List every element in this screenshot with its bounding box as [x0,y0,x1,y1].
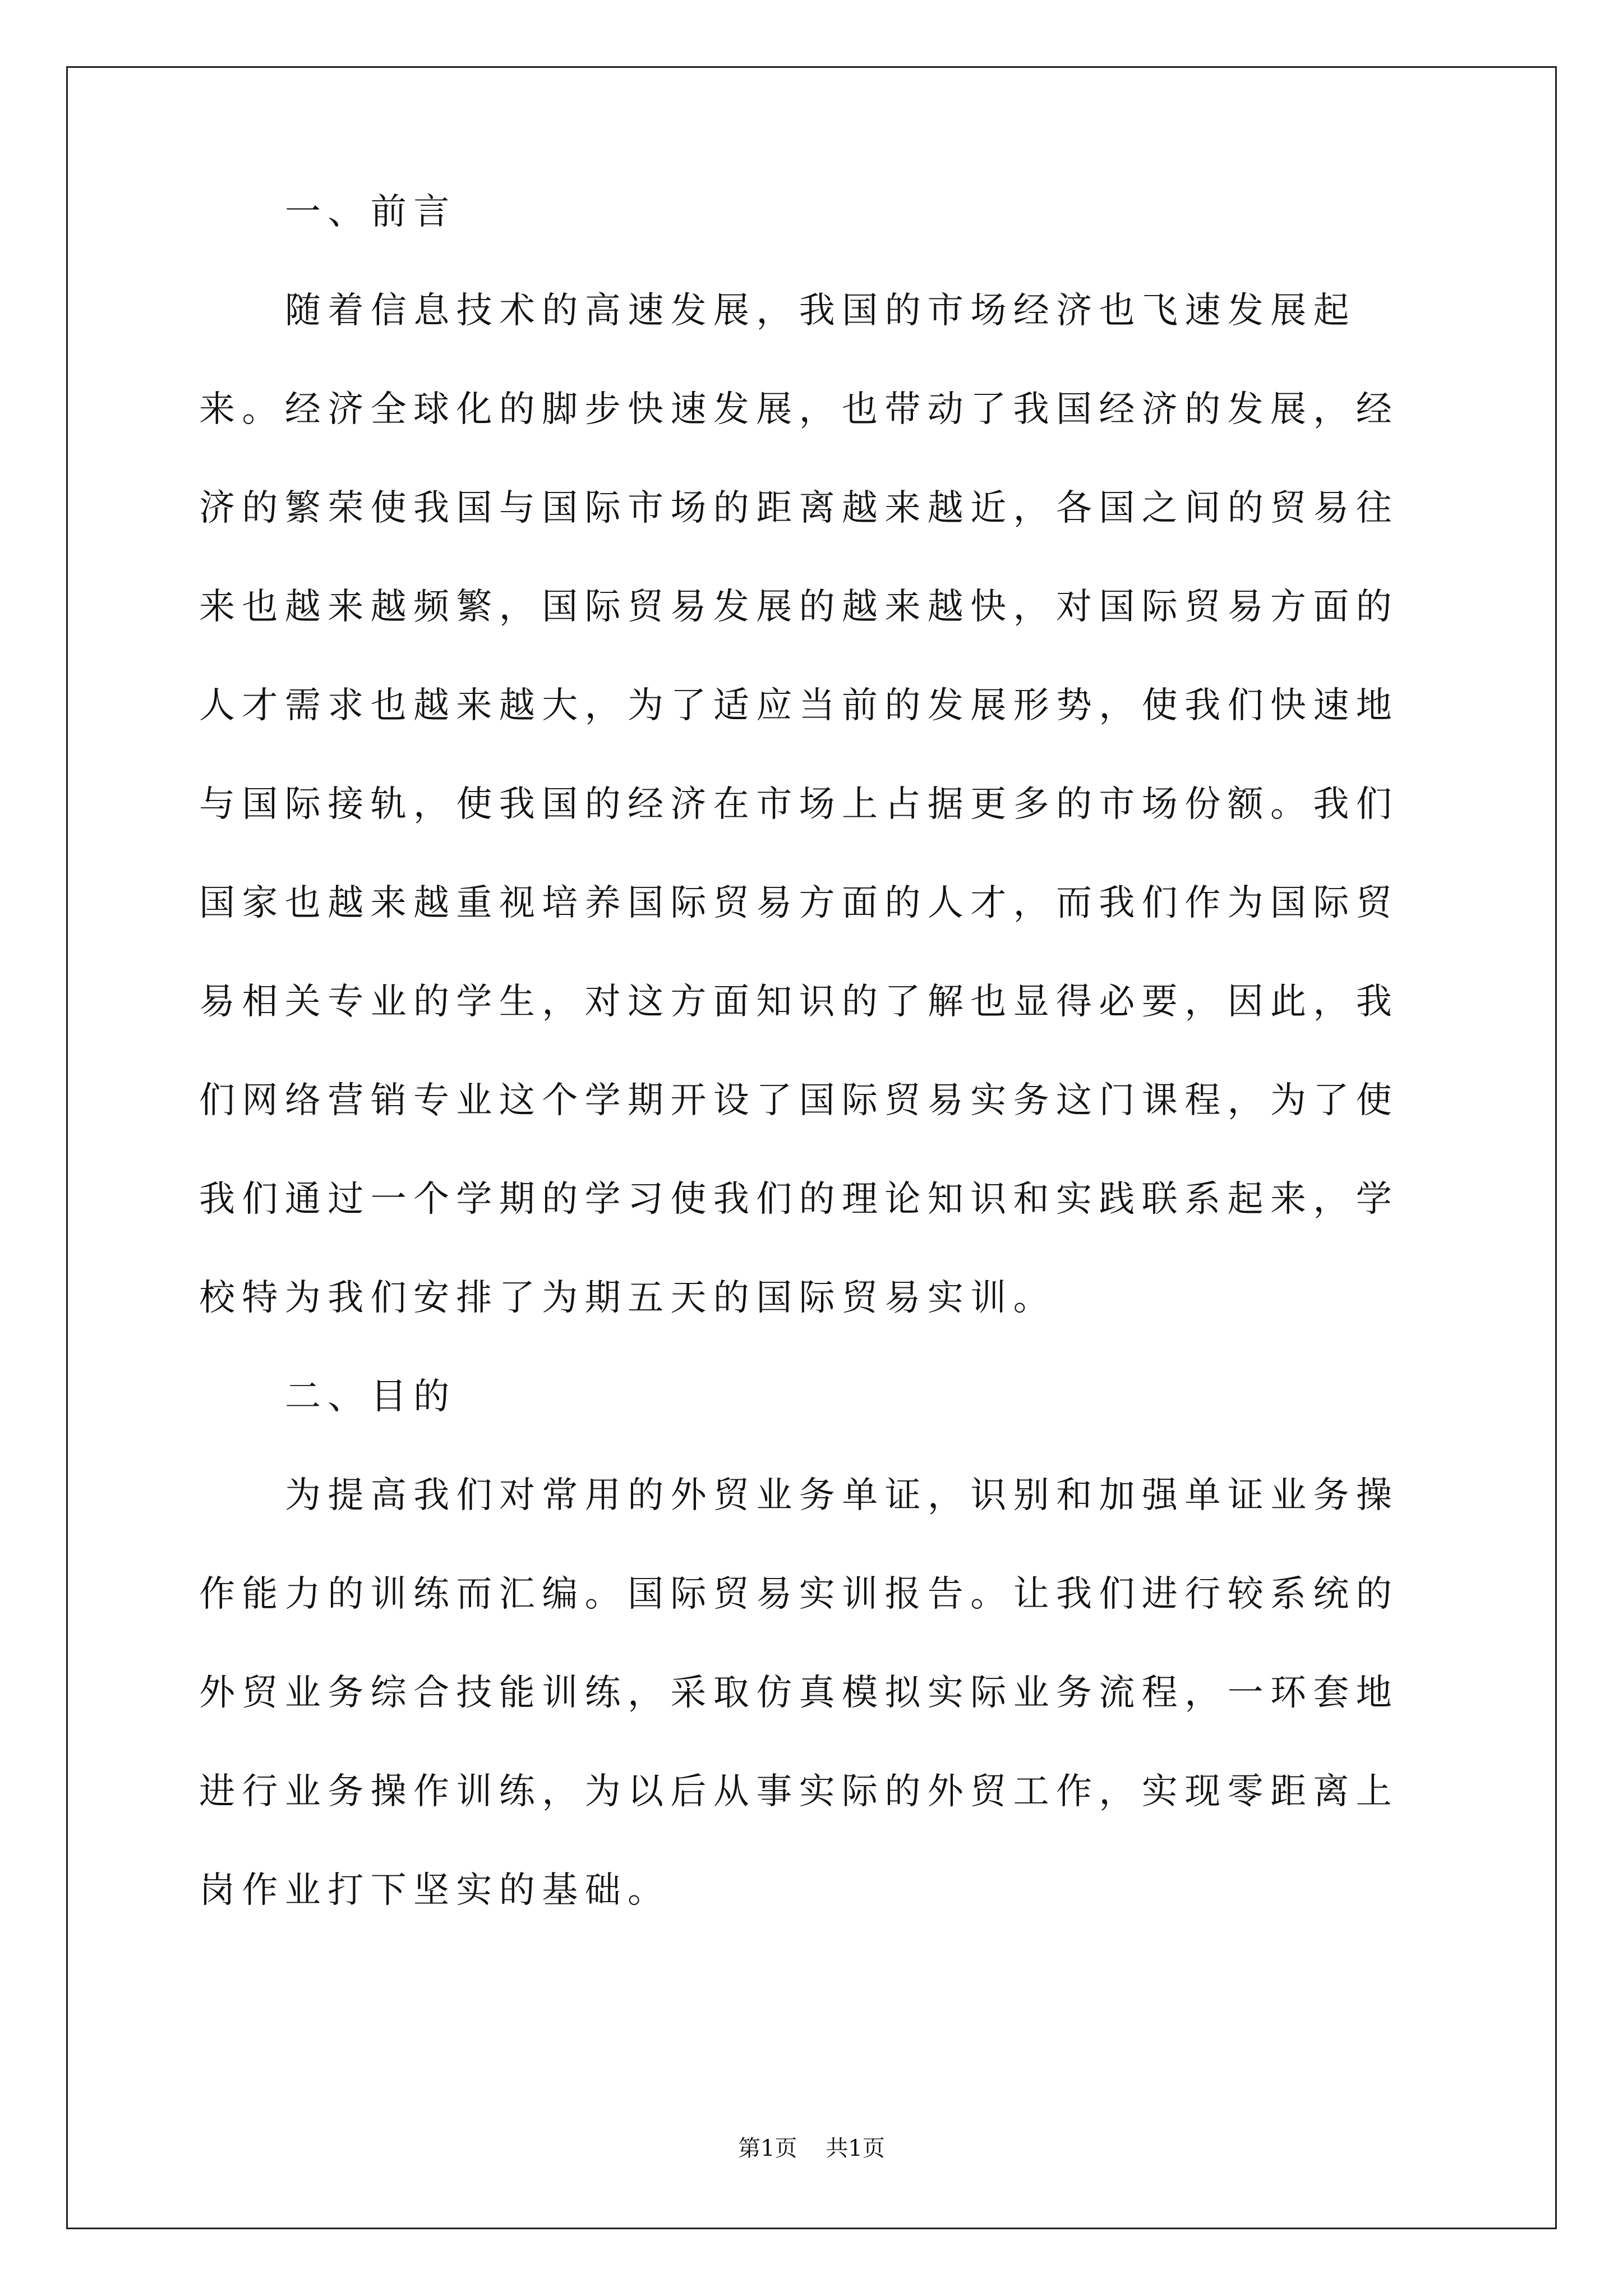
paragraph-purpose: 为提高我们对常用的外贸业务单证，识别和加强单证业务操作能力的训练而汇编。国际贸易实训报告。让我们进行较系统的外贸业务综合技能训练，采取仿真模拟实际业务流程，一环套地进行业务操作训练，为以后从事实际的外贸工作，实现零距离上岗作业打下坚实的基础。 [199,1475,1399,1911]
page-footer [0,2132,1623,2165]
section-heading-purpose: 二、目的 [285,1376,457,1418]
page-number-total: 共1页 [826,2136,885,2161]
page-number-current: 第1页 [738,2136,797,2161]
document-body [199,163,1433,1940]
section-heading-preface: 一、前言 [285,191,457,233]
paragraph-preface: 随着信息技术的高速发展，我国的市场经济也飞速发展起来。经济全球化的脚步快速发展，也带动了我国经济的发展，经济的繁荣使我国与国际市场的距离越来越近，各国之间的贸易往来也越来越频繁，国际贸易发展的越来越快，对国际贸易方面的人才需求也越来越大，为了适应当前的发展形势，使我们快速地与国际接轨，使我国的经济在市场上占据更多的市场份额。我们国家也越来越重视培养国际贸易方面的人才，而我们作为国际贸易相关专业的学生，对这方面知识的了解也显得必要，因此，我们网络营销专业这个学期开设了国际贸易实务这门课程，为了使我们通过一个学期的学习使我们的理论知识和实践联系起来，学校特为我们安排了为期五天的国际贸易实训。 [199,290,1399,1319]
